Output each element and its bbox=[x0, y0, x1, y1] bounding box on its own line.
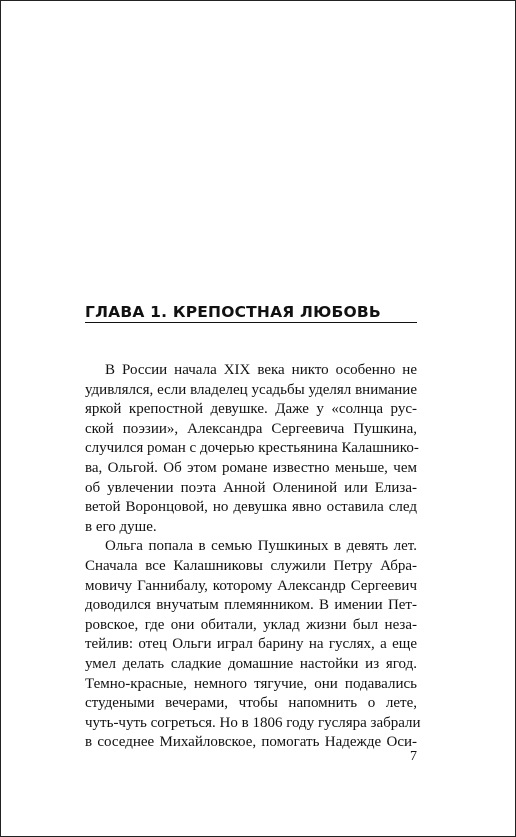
text-line: Темно-красные, немного тягучие, они подавались bbox=[85, 675, 417, 692]
text-line: Сначала все Калашниковы служили Петру Абра- bbox=[85, 557, 417, 574]
text-line: ва, Ольгой. Об этом романе известно меньше, чем bbox=[85, 459, 417, 476]
text-line: удивлялся, если владелец усадьбы уделял внимание bbox=[85, 381, 417, 398]
paragraph-1 bbox=[85, 361, 417, 537]
body-text bbox=[85, 361, 421, 753]
text-line: случился роман с дочерью крестьянина Калашнико- bbox=[85, 440, 419, 457]
text-line: об увлечении поэта Анной Олениной или Елиза- bbox=[85, 479, 417, 496]
page-number: 7 bbox=[410, 749, 417, 764]
text-line: чуть-чуть согреться. Но в 1806 году гусляра забрали bbox=[85, 714, 421, 731]
text-line: мовичу Ганнибалу, которому Александр Сергеевич bbox=[85, 577, 417, 594]
text-line: яркой крепостной девушке. Даже у «солнца рус- bbox=[85, 401, 417, 418]
text-line: тейлив: отец Ольги играл барину на гуслях, а еще bbox=[85, 636, 417, 653]
text-line: ской поэзии», Александра Сергеевича Пушкина, bbox=[85, 420, 417, 437]
chapter-title: ГЛАВА 1. КРЕПОСТНАЯ ЛЮБОВЬ bbox=[85, 303, 417, 323]
text-line: студеными вечерами, чтобы напомнить о лете, bbox=[85, 695, 417, 712]
text-line: В России начала XIX века никто особенно не bbox=[105, 362, 417, 378]
paragraph-2 bbox=[85, 537, 421, 753]
text-line: в соседнее Михайловское, помогать Надежде Оси- bbox=[85, 734, 417, 751]
text-line: умел делать сладкие домашние настойки из ягод. bbox=[85, 655, 417, 672]
text-line: доводился внучатым племянником. В имении Пет- bbox=[85, 597, 417, 614]
text-line: ветой Воронцовой, но девушка явно оставила след bbox=[85, 499, 417, 516]
text-line: в его душе. bbox=[85, 518, 157, 535]
text-line: ровское, где они обитали, уклад жизни был неза- bbox=[85, 616, 417, 633]
text-line: Ольга попала в семью Пушкиных в девять лет. bbox=[105, 538, 417, 555]
